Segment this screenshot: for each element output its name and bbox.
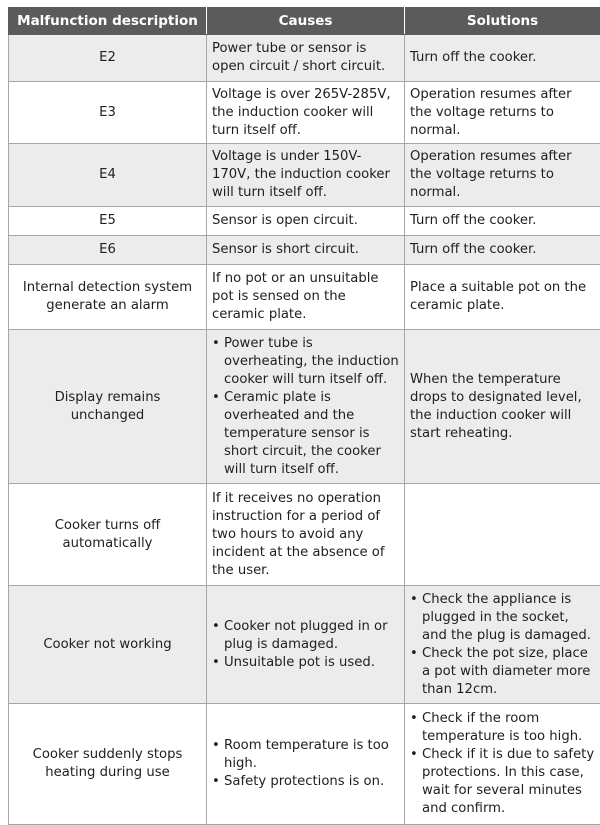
solutions-cell: When the temperature drops to designated level, the induction cooker will start reheating. xyxy=(405,330,600,484)
solutions-cell: Place a suitable pot on the ceramic plate. xyxy=(405,265,600,330)
table-row xyxy=(9,704,600,825)
table-row xyxy=(9,330,600,484)
causes-bullet-item: • Cooker not plugged in or plug is damaged. xyxy=(212,618,399,654)
causes-bullet-list xyxy=(212,737,399,791)
solutions-cell xyxy=(405,586,600,704)
solutions-cell xyxy=(405,704,600,825)
table-row xyxy=(9,586,600,704)
table-row xyxy=(9,35,600,82)
table-row xyxy=(9,207,600,236)
causes-cell: Voltage is under 150V-170V, the induction cooker will turn itself off. xyxy=(207,144,405,207)
causes-bullet-list xyxy=(212,335,399,479)
header-causes: Causes xyxy=(207,7,405,35)
table-row xyxy=(9,82,600,144)
causes-cell xyxy=(207,586,405,704)
causes-bullet-list xyxy=(212,618,399,672)
causes-cell xyxy=(207,704,405,825)
malfunction-description-cell: E4 xyxy=(9,144,207,207)
table-row xyxy=(9,144,600,207)
solutions-cell: Turn off the cooker. xyxy=(405,207,600,236)
causes-bullet-item: • Unsuitable pot is used. xyxy=(212,654,399,672)
solutions-bullet-item: • Check the pot size, place a pot with diameter more than 12cm. xyxy=(410,645,595,699)
solutions-bullet-item: • Check if the room temperature is too high. xyxy=(410,710,595,746)
causes-cell: Sensor is open circuit. xyxy=(207,207,405,236)
table-body xyxy=(9,35,600,825)
solutions-bullet-item: • Check if it is due to safety protections. In this case, wait for several minutes and confirm. xyxy=(410,746,595,818)
troubleshooting-table xyxy=(8,6,600,825)
solutions-cell: Turn off the cooker. xyxy=(405,35,600,82)
solutions-bullet-list xyxy=(410,591,595,699)
solutions-bullet-list xyxy=(410,710,595,818)
causes-bullet-item: • Room temperature is too high. xyxy=(212,737,399,773)
header-solutions: Solutions xyxy=(405,7,600,35)
table-row xyxy=(9,236,600,265)
solutions-bullet-item: • Check the appliance is plugged in the socket, and the plug is damaged. xyxy=(410,591,595,645)
causes-cell: If no pot or an unsuitable pot is sensed on the ceramic plate. xyxy=(207,265,405,330)
malfunction-description-cell: Internal detection system generate an alarm xyxy=(9,265,207,330)
header-malfunction-description: Malfunction description xyxy=(9,7,207,35)
solutions-cell xyxy=(405,484,600,586)
malfunction-description-cell: E3 xyxy=(9,82,207,144)
causes-cell: Sensor is short circuit. xyxy=(207,236,405,265)
solutions-cell: Turn off the cooker. xyxy=(405,236,600,265)
table-row xyxy=(9,484,600,586)
malfunction-description-cell: Cooker not working xyxy=(9,586,207,704)
malfunction-description-cell: Display remains unchanged xyxy=(9,330,207,484)
causes-bullet-item: • Safety protections is on. xyxy=(212,773,399,791)
solutions-cell: Operation resumes after the voltage returns to normal. xyxy=(405,144,600,207)
causes-cell: If it receives no operation instruction for a period of two hours to avoid any incident at the absence of the user. xyxy=(207,484,405,586)
causes-cell xyxy=(207,330,405,484)
causes-cell: Power tube or sensor is open circuit / short circuit. xyxy=(207,35,405,82)
malfunction-description-cell: Cooker suddenly stops heating during use xyxy=(9,704,207,825)
malfunction-description-cell: Cooker turns off automatically xyxy=(9,484,207,586)
malfunction-description-cell: E5 xyxy=(9,207,207,236)
malfunction-description-cell: E2 xyxy=(9,35,207,82)
malfunction-description-cell: E6 xyxy=(9,236,207,265)
causes-bullet-item: • Ceramic plate is overheated and the temperature sensor is short circuit, the cooker will turn itself off. xyxy=(212,389,399,479)
solutions-cell: Operation resumes after the voltage returns to normal. xyxy=(405,82,600,144)
table-row xyxy=(9,265,600,330)
header-row xyxy=(9,7,600,35)
causes-bullet-item: • Power tube is overheating, the induction cooker will turn itself off. xyxy=(212,335,399,389)
causes-cell: Voltage is over 265V-285V, the induction cooker will turn itself off. xyxy=(207,82,405,144)
